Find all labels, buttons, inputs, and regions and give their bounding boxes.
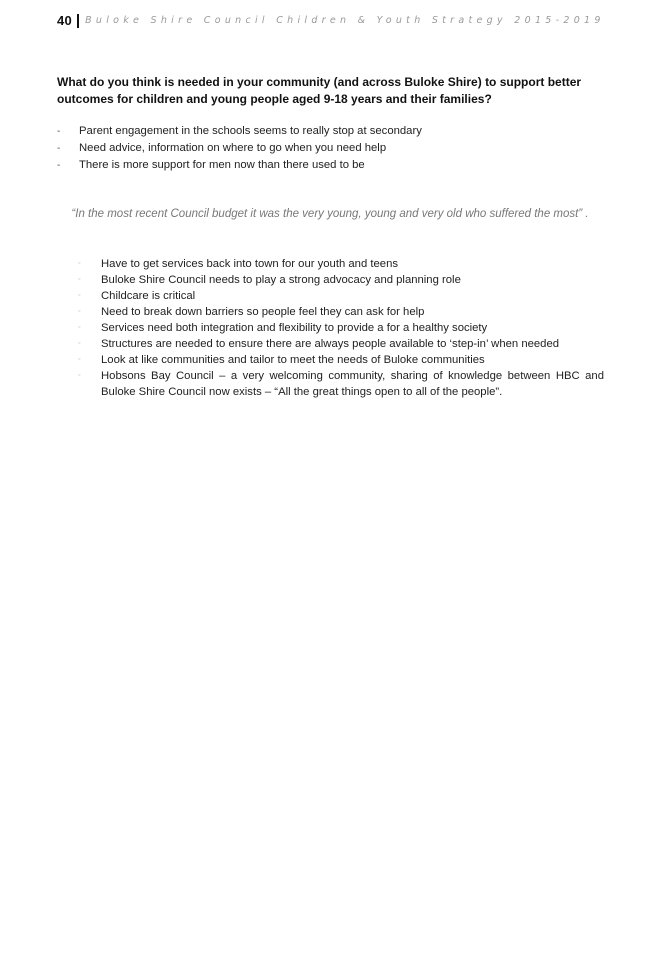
list-item-text: Services need both integration and flexibility to provide a for a healthy society [101,322,488,334]
pull-quote: “In the most recent Council budget it was the very young, young and very old who suffered the most” . [71,208,589,220]
list-item [57,157,617,174]
bullet-icon: ◦ [78,324,81,331]
bullet-icon: ◦ [78,292,81,299]
bullet-icon: ◦ [78,276,81,283]
page-header [57,13,605,28]
bullet-icon: ◦ [78,356,81,363]
list-item-text: Childcare is critical [101,290,196,302]
list-item-text: Hobsons Bay Council – a very welcoming community, sharing of knowledge between HBC and Buloke Shire Council now exists – “All the great things open to all of the people”. [101,370,604,398]
dash-list [57,123,617,174]
list-item [78,288,604,304]
document-title: Buloke Shire Council Children & Youth Strategy 2015-2019 [85,15,605,26]
dash-marker: - [57,143,61,154]
list-item-text: Need advice, information on where to go when you need help [79,142,387,154]
bullet-icon: ◦ [78,372,81,379]
dash-marker: - [57,160,61,171]
list-item-text: There is more support for men now than there used to be [79,159,365,171]
list-item-text: Have to get services back into town for our youth and teens [101,258,399,270]
list-item [78,256,604,272]
page-number: 40 [57,13,73,28]
list-item [78,304,604,320]
list-item-text: Parent engagement in the schools seems to really stop at secondary [79,125,422,137]
bullet-icon: ◦ [78,260,81,267]
list-item [78,320,604,336]
list-item-text: Look at like communities and tailor to meet the needs of Buloke communities [101,354,485,366]
list-item-text: Buloke Shire Council needs to play a strong advocacy and planning role [101,274,461,286]
list-item-text: Need to break down barriers so people feel they can ask for help [101,306,425,318]
list-item [78,336,604,352]
list-item [57,140,617,157]
list-item-text: Structures are needed to ensure there are always people available to ‘step-in’ when needed [101,338,560,350]
dash-marker: - [57,126,61,137]
bullet-icon: ◦ [78,340,81,347]
list-item [78,368,604,400]
list-item [57,123,617,140]
question-heading: What do you think is needed in your community (and across Buloke Shire) to support better outcomes for children and young people aged 9-18 years and their families? [57,75,582,106]
list-item [78,272,604,288]
header-divider [77,14,79,28]
bullet-list [78,256,604,400]
bullet-icon: ◦ [78,308,81,315]
list-item [78,352,604,368]
